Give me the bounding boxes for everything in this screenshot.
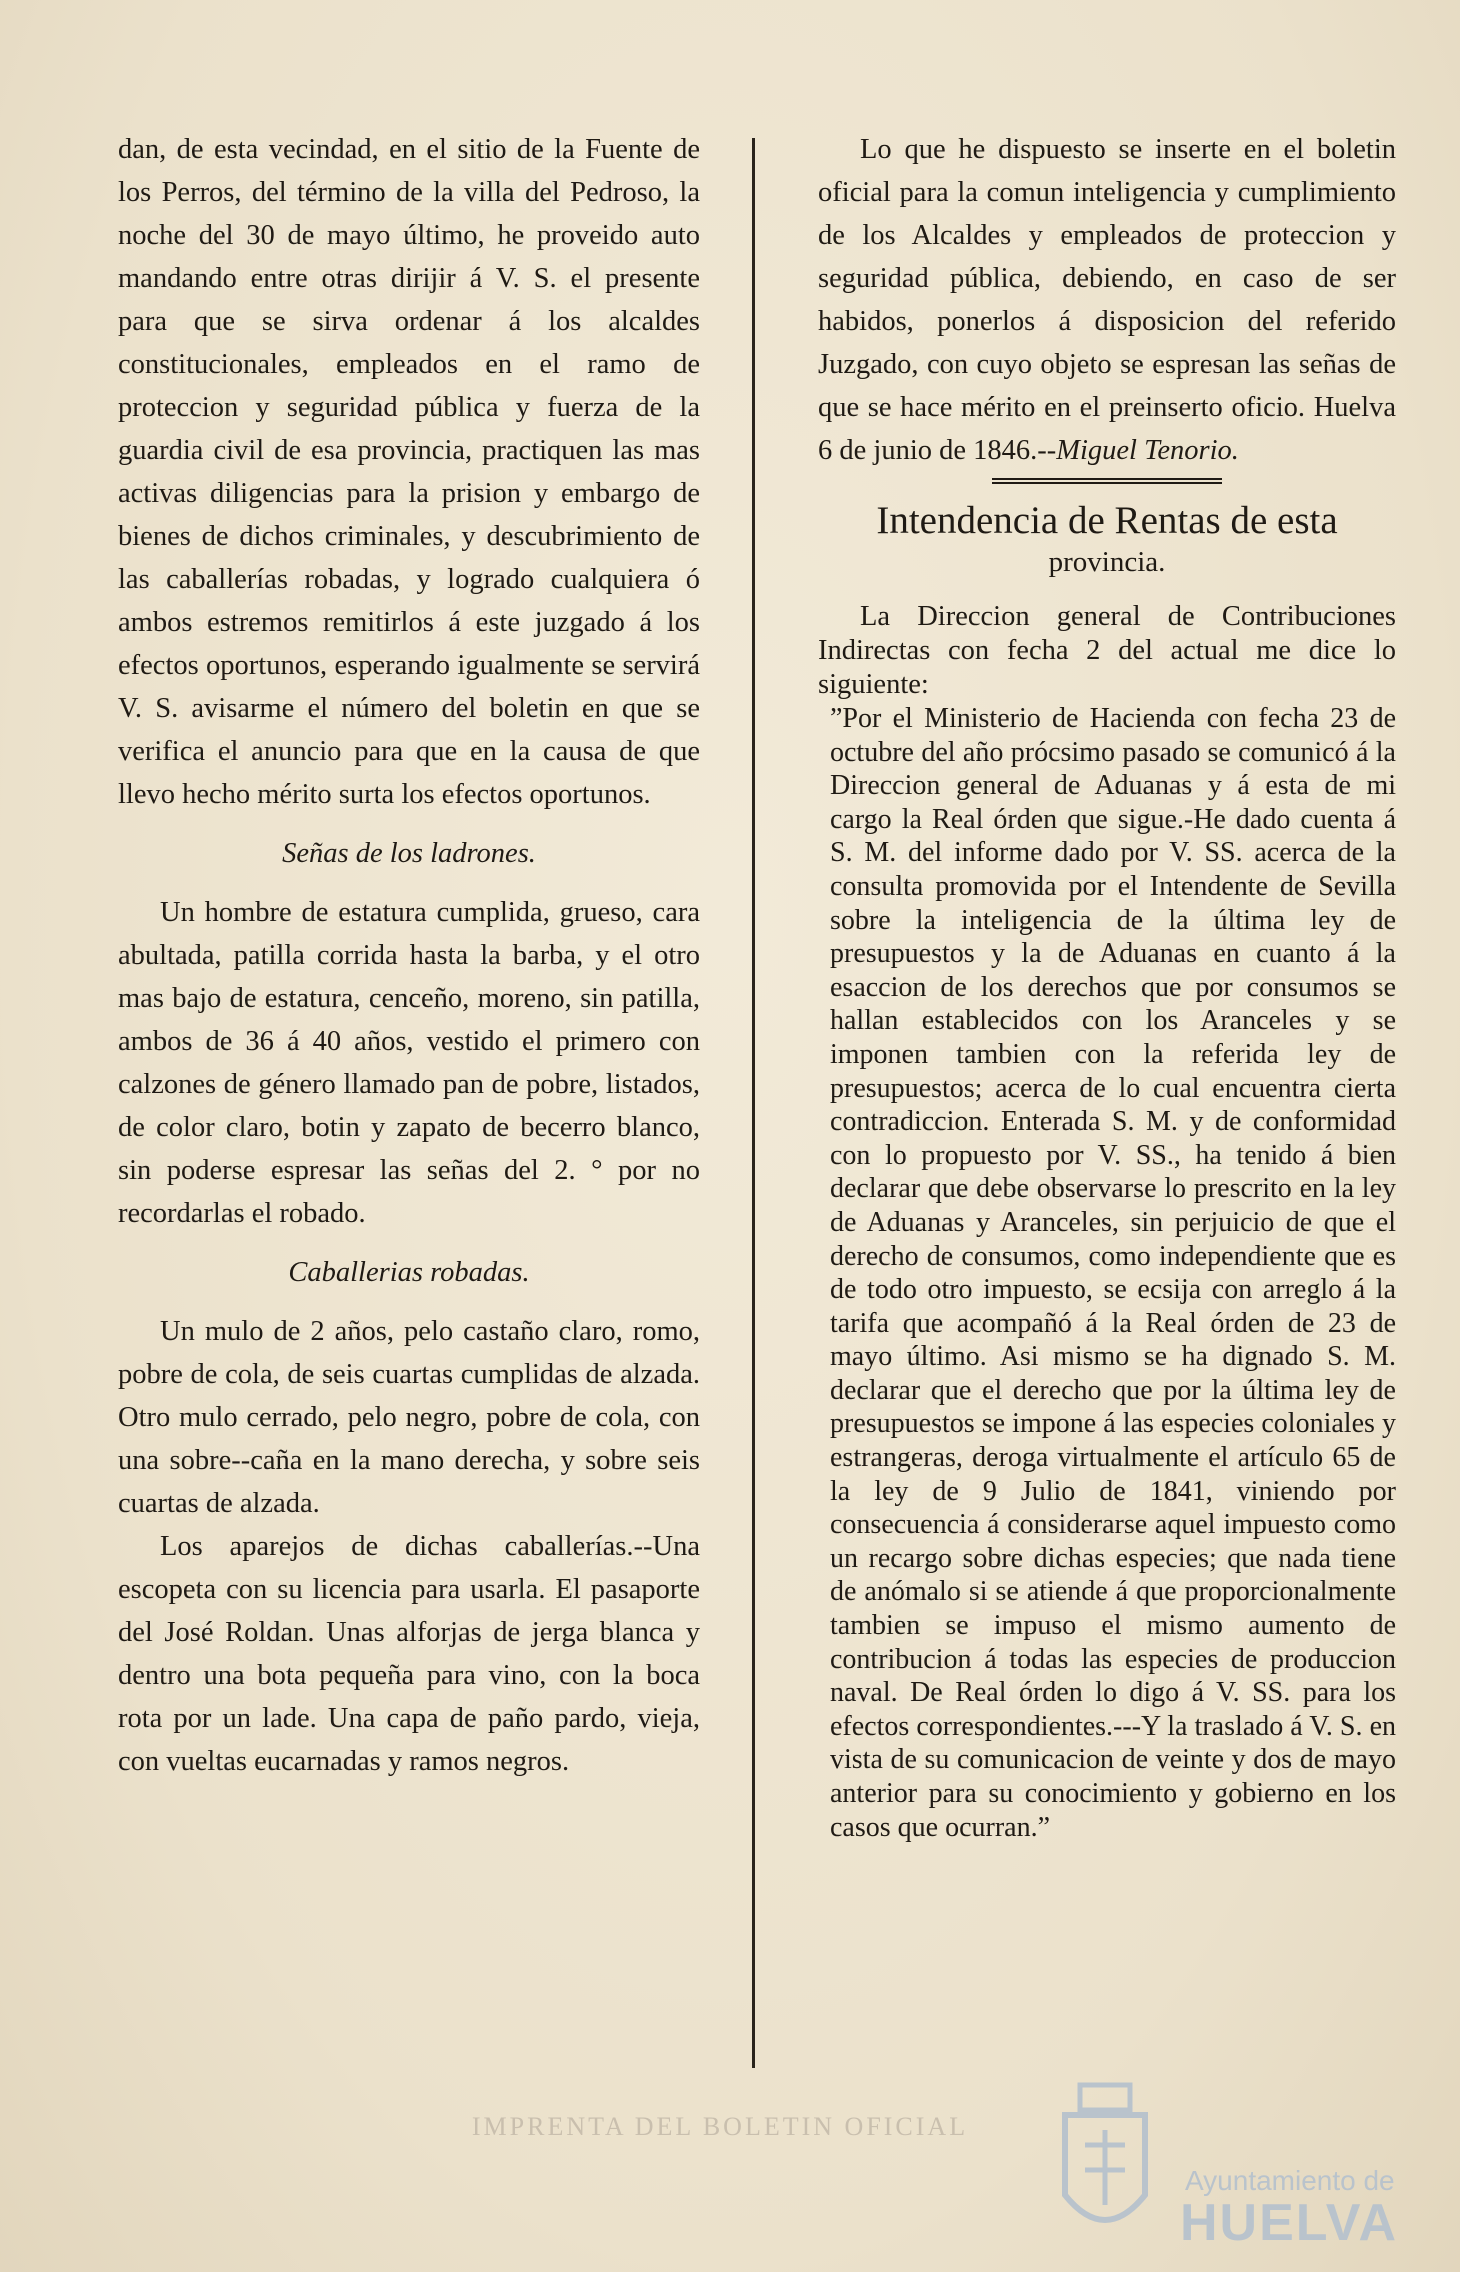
order-text: Lo que he dispuesto se inserte en el boletin oficial para la comun inteligencia y cumplimiento de los Alcaldes y empleados de proteccion y seguridad pública, debiendo, en caso de ser habidos, ponerlos á disposicion del referido Juzgado, con cuyo objeto se espresan las señas de que se hace mérito en el preinserto oficio. Huelva 6 de junio de 1846. [818,134,1396,466]
paragraph-order [818,128,1396,472]
subhead-thieves: Señas de los ladrones. [282,838,536,869]
section-title: Intendencia de Rentas de esta [876,499,1338,542]
signature: --Miguel Tenorio. [1037,435,1239,466]
section-rule [992,478,1222,484]
watermark-text-top: Ayuntamiento de [1185,2165,1395,2196]
column-divider [752,138,755,2068]
crest-icon [1045,2075,1165,2255]
paragraph-thieves-description: Un hombre de estatura cumplida, grueso, cara abultada, patilla corrida hasta la barba, y el otro mas bajo de estatura, cenceño, moreno, sin patilla, ambos de 36 á 40 años, vestido el primero con calzones de género llamado pan de pobre, listados, de color claro, botin y zapato de becerro blanco, sin poderse espresar las señas del 2. ° por no recordarlas el robado. [118,897,700,1229]
left-column [118,128,700,1783]
subhead-stolen-animals: Caballerias robadas. [288,1257,530,1288]
paragraph-mules-description: Un mulo de 2 años, pelo castaño claro, romo, pobre de cola, de seis cuartas cumplidas de alzada. Otro mulo cerrado, pelo negro, pobre de cola, con una sobre--caña en la mano derecha, y sobre seis cuartas de alzada. [118,1316,700,1519]
right-column [818,128,1396,1844]
paragraph-stolen-items: Los aparejos de dichas caballerías.--Una escopeta con su licencia para usarla. El pasaporte del José Roldan. Unas alforjas de jerga blanca y dentro una bota pequeña para vino, con la boca rota por un lade. Una capa de paño pardo, vieja, con vueltas eucarnadas y ramos negros. [118,1531,700,1777]
imprint-line: IMPRENTA DEL BOLETIN OFICIAL [471,2112,969,2141]
paragraph-continuation: dan, de esta vecindad, en el sitio de la Fuente de los Perros, del término de la villa del Pedroso, la noche del 30 de mayo último, he proveido auto mandando entre otras dirijir á V. S. el presente para que se sirva ordenar á los alcaldes constitucionales, empleados en el ramo de proteccion y seguridad pública y fuerza de la guardia civil de esa provincia, practiquen las mas activas diligencias para la prision y embargo de bienes de dichos criminales, y descubrimiento de las caballerías robadas, y logrado cualquiera ó ambos estremos remitirlos á este juzgado á los efectos oportunos, esperando igualmente se servirá V. S. avisarme el número del boletin en que se verifica el anuncio para que en la causa de que llevo hecho mérito surta los efectos oportunos. [118,134,700,810]
quoted-royal-order: ”Por el Ministerio de Hacienda con fecha 23 de octubre del año prócsimo pasado se comunicó á la Direccion general de Aduanas y á esta de mi cargo la Real órden que sigue.-He dado cuenta á S. M. del informe dado por V. SS. acerca de la consulta promovida por el Intendente de Sevilla sobre la inteligencia de la última ley de presupuestos y la de Aduanas en cuanto á la esaccion de los derechos que por consumos se hallan establecidos con los Aranceles y se imponen tambien con la referida ley de presupuestos; acerca de lo cual encuentra cierta contradiccion. Enterada S. M. y de conformidad con lo propuesto por V. SS., ha tenido á bien declarar que debe observarse lo prescrito en la ley de Aduanas y Aranceles, sin perjuicio de que el derecho de consumos, como independiente que es de todo otro impuesto, se ecsija con arreglo á la tarifa que acompañó á la Real órden de 23 de mayo último. Asi mismo se ha dignado S. M. declarar que el derecho que por la última ley de presupuestos se impone á las especies coloniales y estrangeras, deroga virtualmente el artículo 65 de la ley de 9 Julio de 1841, viniendo por consecuencia á considerarse aquel impuesto como un recargo sobre dichas especies; que nada tiene de anómalo si se atiende á que proporcionalmente tambien se impuso el mismo aumento de contribucion á todas las especies de produccion naval. De Real órden lo digo á V. SS. para los efectos correspondientes.---Y la traslado á V. S. en vista de su comunicacion de veinte y dos de mayo anterior para su conocimiento y gobierno en los casos que ocurran.” [830,703,1396,1843]
section-subtitle: provincia. [1048,546,1166,578]
watermark-text-main: HUELVA [1180,2194,1399,2252]
watermark-logo [1045,2075,1405,2255]
paragraph-direccion: La Direccion general de Contribuciones Indirectas con fecha 2 del actual me dice lo siguiente: [818,601,1396,700]
